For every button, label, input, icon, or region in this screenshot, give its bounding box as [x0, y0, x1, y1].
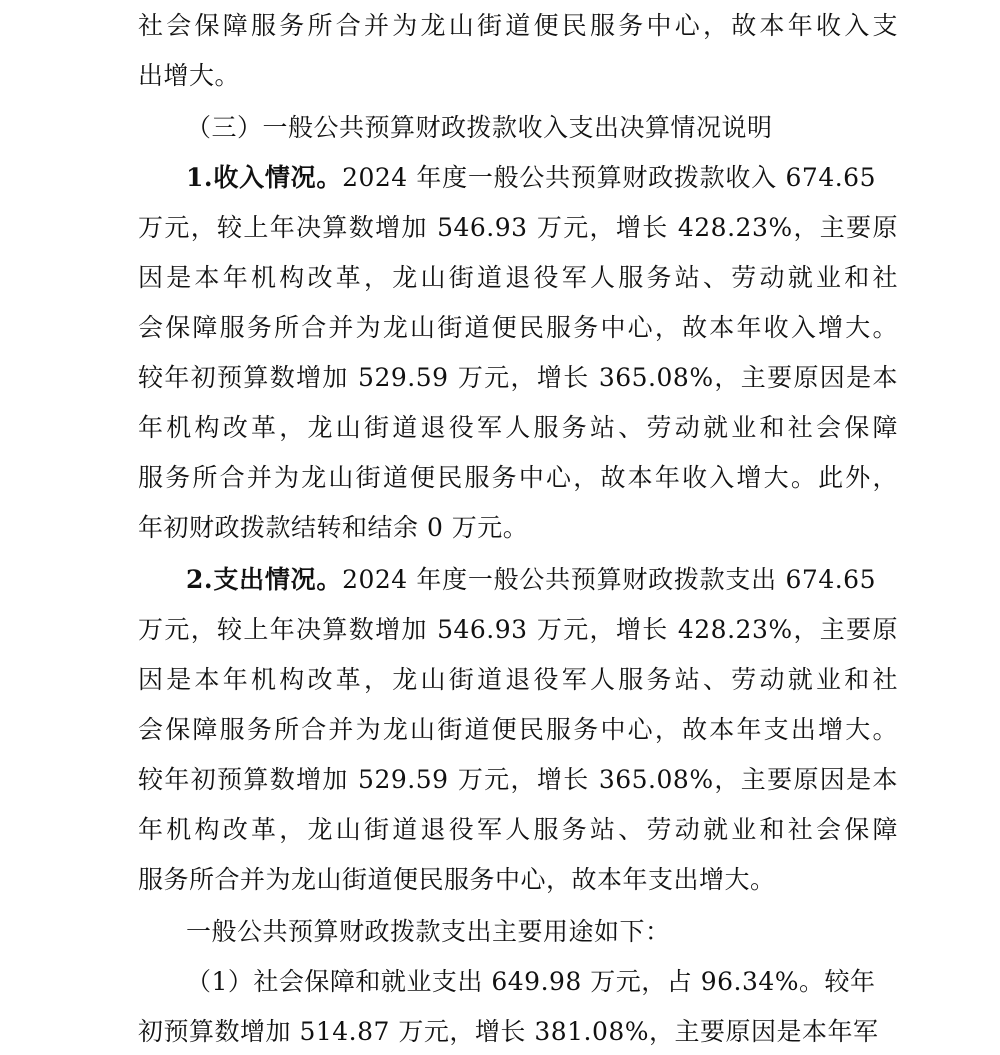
inline-heading: 1.收入情况。	[186, 163, 343, 192]
inline-text: 2024 年度一般公共预算财政拨款收入 674.65	[342, 163, 876, 192]
paragraph-line: 较年初预算数增加 529.59 万元，增长 365.08%，主要原因是本	[138, 765, 898, 794]
section-heading: （三）一般公共预算财政拨款收入支出决算情况说明	[186, 113, 773, 142]
paragraph-line: 社会保障服务所合并为龙山街道便民服务中心，故本年收入支	[138, 11, 898, 40]
paragraph-line: 年初财政拨款结转和结余 0 万元。	[138, 513, 529, 542]
paragraph-line: （1）社会保障和就业支出 649.98 万元，占 96.34%。较年	[186, 967, 876, 996]
paragraph-line: 服务所合并为龙山街道便民服务中心，故本年收入增大。此外，	[138, 463, 898, 492]
paragraph-line: 会保障服务所合并为龙山街道便民服务中心，故本年收入增大。	[138, 313, 898, 342]
paragraph-line: 服务所合并为龙山街道便民服务中心，故本年支出增大。	[138, 865, 776, 894]
paragraph-line: 年机构改革，龙山街道退役军人服务站、劳动就业和社会保障	[138, 815, 898, 844]
paragraph-line: 出增大。	[138, 61, 241, 90]
inline-text: 2024 年度一般公共预算财政拨款支出 674.65	[342, 565, 876, 594]
paragraph-line: 因是本年机构改革，龙山街道退役军人服务站、劳动就业和社	[138, 263, 898, 292]
paragraph-line: 一般公共预算财政拨款支出主要用途如下：	[186, 917, 671, 946]
paragraph-line: 会保障服务所合并为龙山街道便民服务中心，故本年支出增大。	[138, 715, 898, 744]
paragraph-line: 较年初预算数增加 529.59 万元，增长 365.08%，主要原因是本	[138, 363, 898, 392]
paragraph-line: 初预算数增加 514.87 万元，增长 381.08%，主要原因是本年军	[138, 1017, 879, 1046]
paragraph-line: 万元，较上年决算数增加 546.93 万元，增长 428.23%，主要原	[138, 615, 898, 644]
inline-heading: 2.支出情况。	[186, 565, 343, 594]
paragraph-line: 因是本年机构改革，龙山街道退役军人服务站、劳动就业和社	[138, 665, 898, 694]
paragraph-line: 万元，较上年决算数增加 546.93 万元，增长 428.23%，主要原	[138, 213, 898, 242]
paragraph-line-with-heading	[186, 162, 876, 194]
paragraph-line: 年机构改革，龙山街道退役军人服务站、劳动就业和社会保障	[138, 413, 898, 442]
paragraph-line-with-heading	[186, 564, 876, 596]
